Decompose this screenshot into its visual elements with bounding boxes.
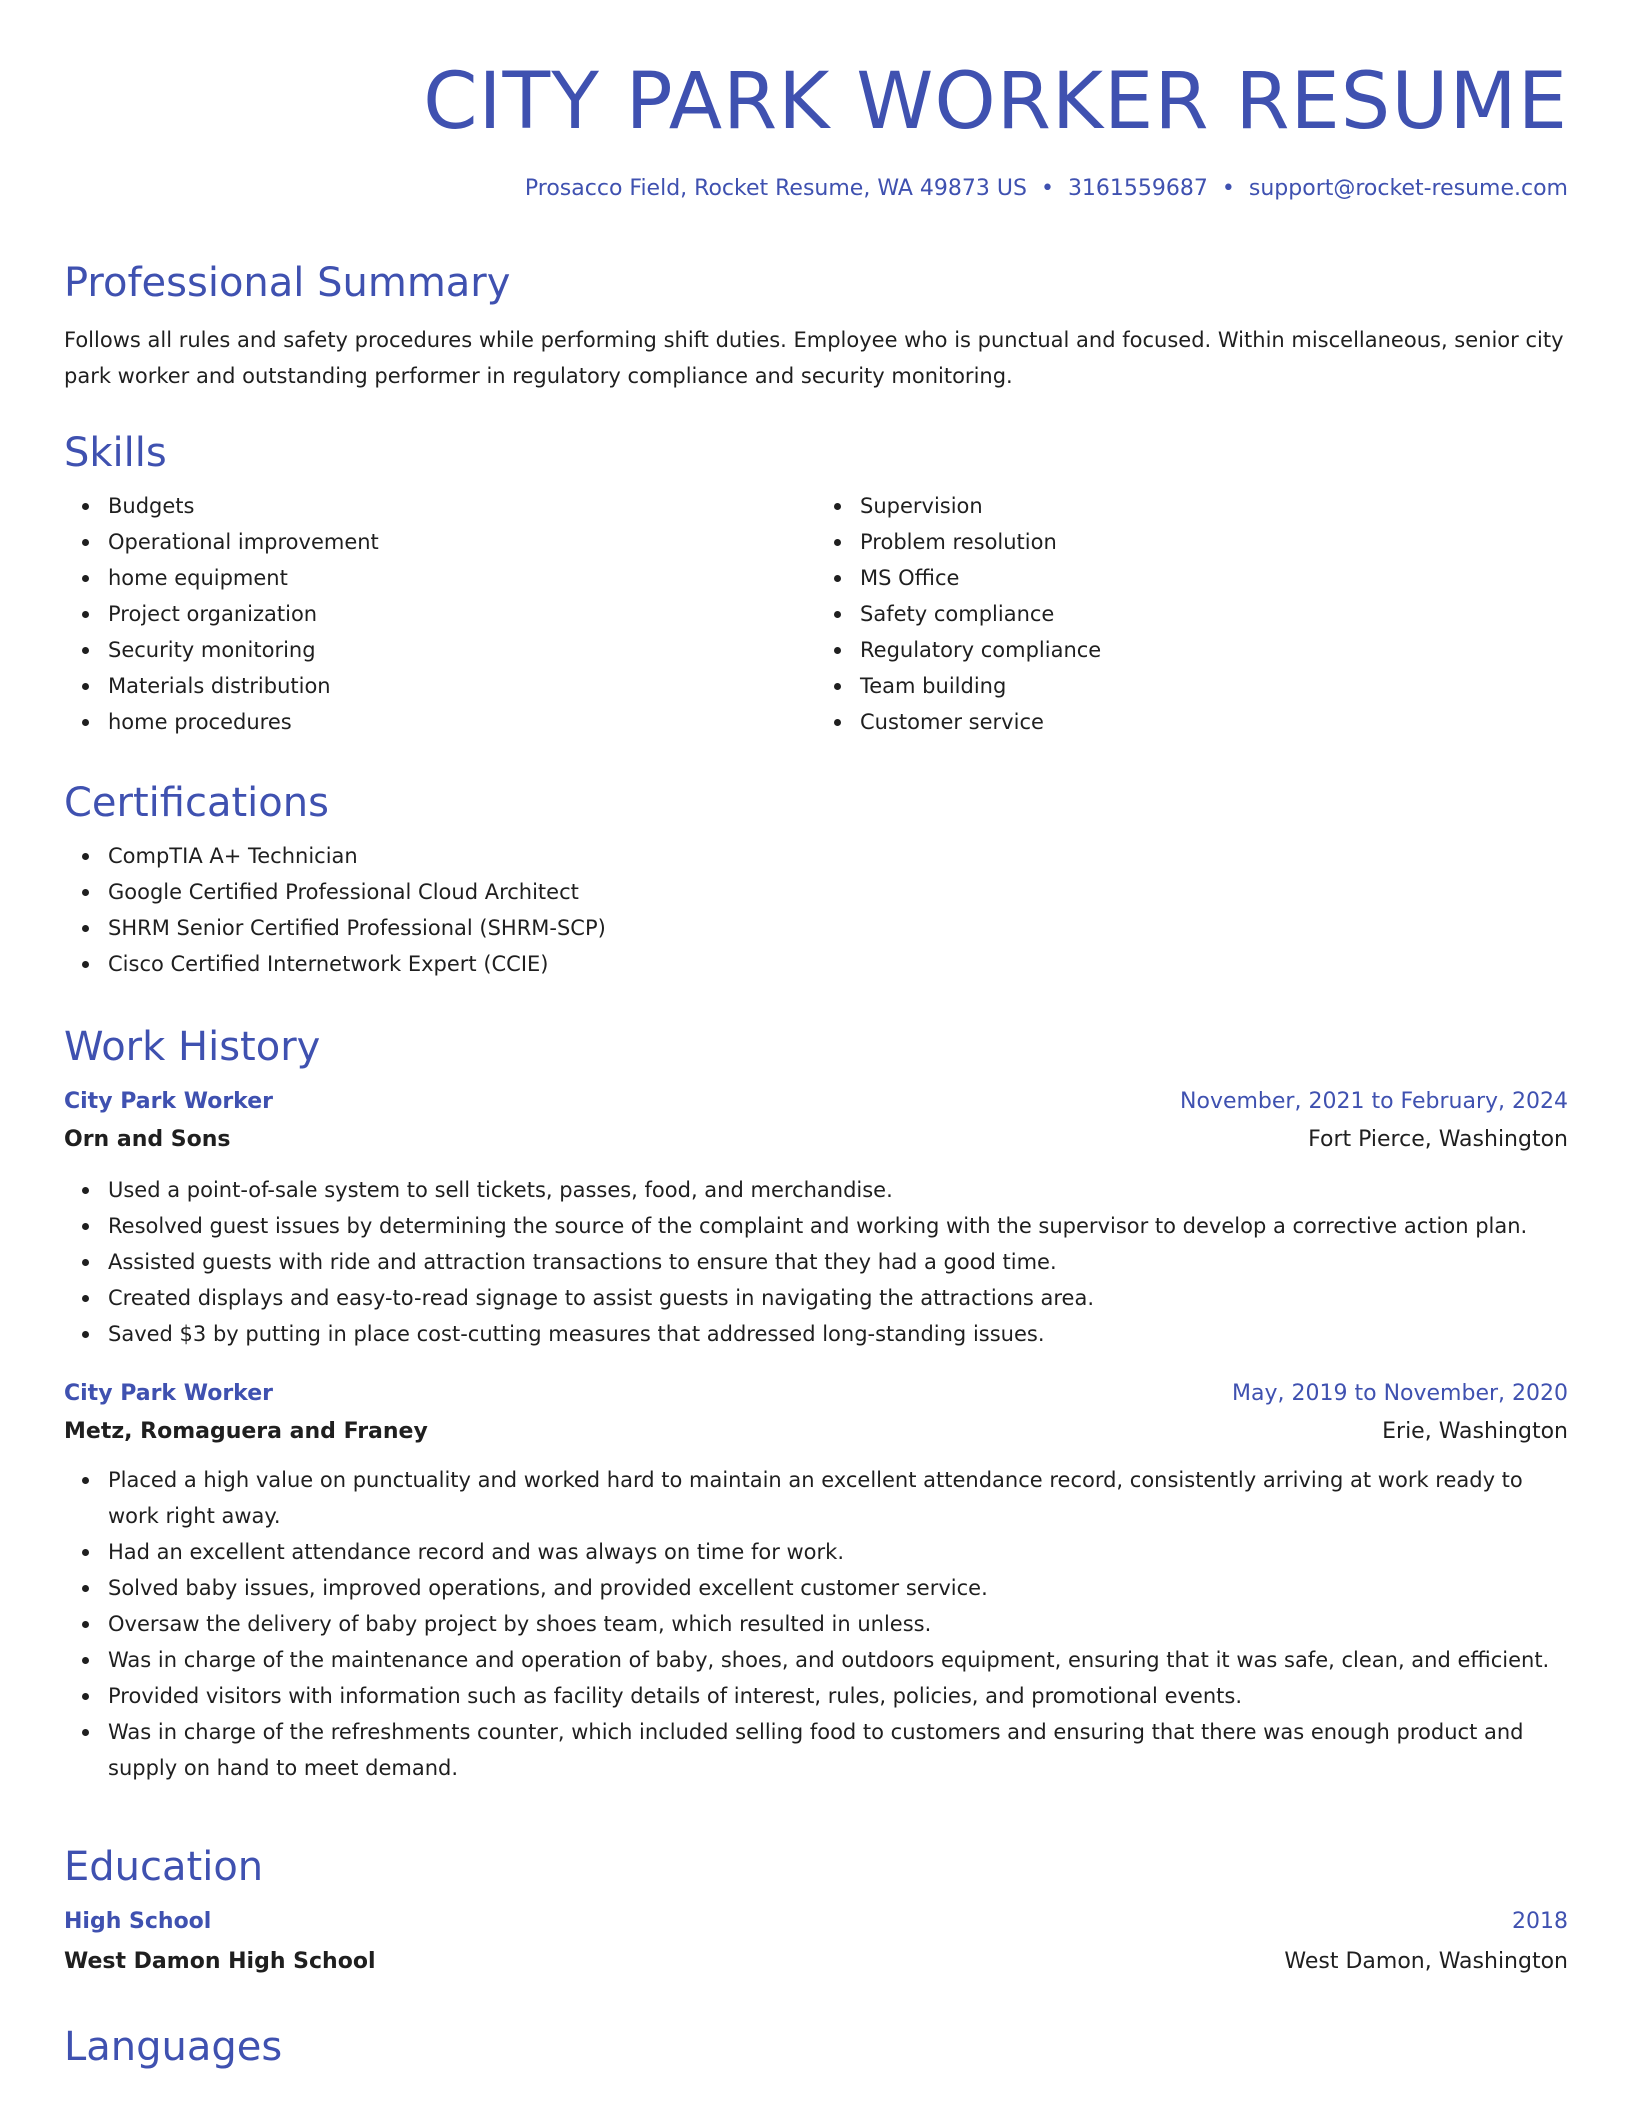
skill-item: Team building [860,668,1568,704]
certifications-heading: Certifications [64,780,329,826]
skills-list-left [64,488,816,740]
job-dates: November, 2021 to February, 2024 [1180,1089,1568,1114]
separator-dot: • [1221,176,1235,201]
skill-item: Supervision [860,488,1568,524]
job-bullet: Oversaw the delivery of baby project by shoes team, which resulted in unless. [108,1606,1568,1642]
skill-item: Budgets [108,488,816,524]
education-section [64,1842,1568,1980]
certification-item: Cisco Certified Internetwork Expert (CCIE) [108,946,1568,982]
contact-line [64,172,1568,206]
job-location: Erie, Washington [1382,1419,1568,1444]
skill-item: Project organization [108,596,816,632]
summary-section [64,258,1568,394]
job-bullet: Assisted guests with ride and attraction transactions to ensure that they had a good time. [108,1244,1568,1280]
education-location: West Damon, Washington [1284,1949,1568,1974]
certifications-section [64,778,1568,982]
languages-section [64,2022,1568,2072]
skill-item: home equipment [108,560,816,596]
skill-item: Security monitoring [108,632,816,668]
job-bullet: Saved $3 by putting in place cost-cutting measures that addressed long-standing issues. [108,1316,1568,1352]
work-history-section [64,1022,1568,1786]
skill-item: home procedures [108,704,816,740]
job-bullet: Was in charge of the maintenance and operation of baby, shoes, and outdoors equipment, ensuring that it was safe, clean, and efficient. [108,1642,1568,1678]
job-bullet: Provided visitors with information such as facility details of interest, rules, policies, and promotional events. [108,1678,1568,1714]
job-bullet: Used a point-of-sale system to sell tickets, passes, food, and merchandise. [108,1172,1568,1208]
job-bullet: Created displays and easy-to-read signage to assist guests in navigating the attractions area. [108,1280,1568,1316]
skills-grid [64,488,1568,740]
skill-item: Regulatory compliance [860,632,1568,668]
skills-heading: Skills [64,430,167,476]
skill-item: Safety compliance [860,596,1568,632]
education-year: 2018 [1512,1909,1568,1934]
education-degree: High School [64,1909,212,1934]
skills-section [64,428,1568,740]
certifications-list [64,838,1568,982]
skills-list-right [816,488,1568,740]
contact-email[interactable]: support@rocket-resume.com [1248,176,1568,201]
job-title: City Park Worker [64,1089,273,1114]
summary-text: Follows all rules and safety procedures while performing shift duties. Employee who is punctual and focused. Within miscellaneous, senior city park worker and outstanding performer in regulatory compliance and security monitoring. [64,328,1564,388]
job-entry [64,1084,1568,1352]
job-bullet: Resolved guest issues by determining the source of the complaint and working with the supervisor to develop a corrective action plan. [108,1208,1568,1244]
job-company: Metz, Romaguera and Franey [64,1419,428,1444]
job-bullet: Was in charge of the refreshments counter, which included selling food to customers and ensuring that there was enough product and supply on hand to meet demand. [108,1714,1568,1786]
job-bullets [64,1462,1568,1786]
education-school: West Damon High School [64,1949,376,1974]
work-history-heading: Work History [64,1024,321,1070]
certification-item: SHRM Senior Certified Professional (SHRM-SCP) [108,910,1568,946]
contact-address: Prosacco Field, Rocket Resume, WA 49873 US [524,176,1027,201]
skill-item: Materials distribution [108,668,816,704]
skill-item: Customer service [860,704,1568,740]
job-location: Fort Pierce, Washington [1308,1127,1568,1152]
job-entry [64,1376,1568,1786]
job-dates: May, 2019 to November, 2020 [1232,1381,1568,1406]
certification-item: Google Certified Professional Cloud Architect [108,874,1568,910]
skill-item: MS Office [860,560,1568,596]
job-bullet: Solved baby issues, improved operations, and provided excellent customer service. [108,1570,1568,1606]
education-heading: Education [64,1844,264,1890]
skill-item: Operational improvement [108,524,816,560]
skill-item: Problem resolution [860,524,1568,560]
job-bullets [64,1172,1568,1352]
contact-phone: 3161559687 [1067,176,1208,201]
job-title: City Park Worker [64,1381,273,1406]
job-bullet: Placed a high value on punctuality and worked hard to maintain an excellent attendance record, consistently arriving at work ready to work right away. [108,1462,1568,1534]
job-company: Orn and Sons [64,1127,231,1152]
certification-item: CompTIA A+ Technician [108,838,1568,874]
separator-dot: • [1040,176,1054,201]
resume-title: CITY PARK WORKER RESUME [423,57,1568,147]
languages-heading: Languages [64,2024,283,2070]
summary-heading: Professional Summary [64,260,511,306]
job-bullet: Had an excellent attendance record and was always on time for work. [108,1534,1568,1570]
